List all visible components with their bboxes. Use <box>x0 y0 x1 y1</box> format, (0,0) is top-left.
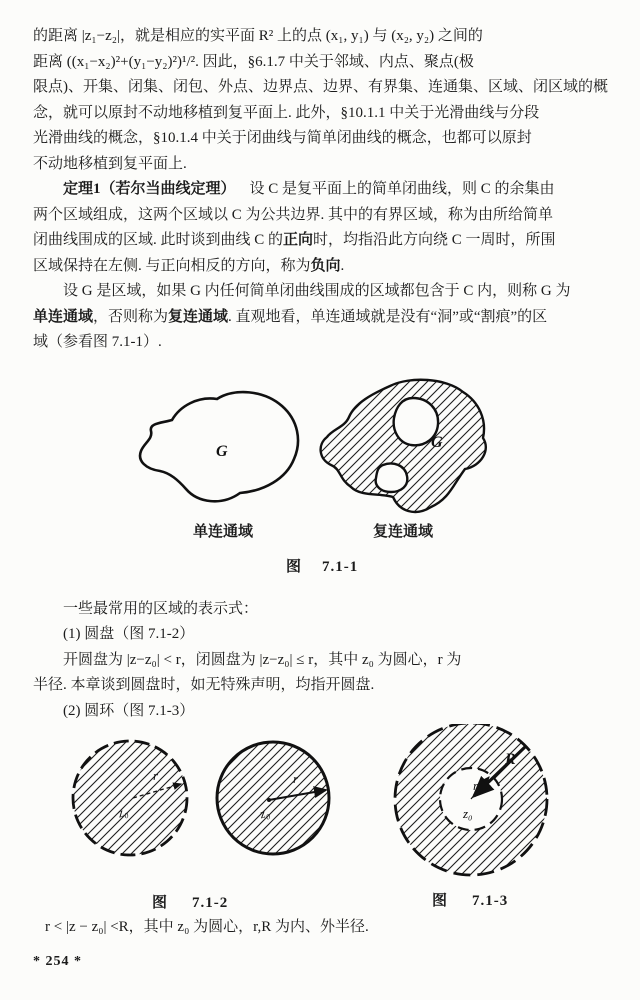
label-r-closed: r <box>293 771 299 786</box>
text-line: 开圆盘为 |z−z₀| < r，闭圆盘为 |z−z₀| ≤ r，其中 z₀ 为圆心，r 为 <box>63 651 462 668</box>
label-r-open: r <box>153 768 159 783</box>
term-multiply-connected: 复连通域 <box>168 308 229 325</box>
text-segment: 闭曲线围成的区域. 此时谈到曲线 C 的 <box>33 232 284 248</box>
figure-caption-word: 图 <box>286 558 303 575</box>
text-line <box>33 305 610 331</box>
figure-7-1-1 <box>33 368 610 583</box>
theorem-text: 设 C 是复平面上的简单闭曲线，则 C 的余集由 <box>249 181 555 197</box>
label-z0-closed: z₀ <box>258 804 272 822</box>
text-line: (2) 圆环（图 7.1-3） <box>63 702 195 719</box>
text-line: 两个区域组成，这两个区域以 C 为公共边界. 其中的有界区域，称为由所给简单 <box>33 206 554 223</box>
text-line: 域（参看图 7.1-1）. <box>33 334 162 350</box>
text-line: 的距离 |z₁−z₂|，就是相应的实平面 R² 上的点 (x₁, y₁) 与 (x₂, y₂) 之间的 <box>33 28 483 44</box>
text-line <box>33 254 610 280</box>
text-line: (1) 圆盘（图 7.1-2） <box>63 626 195 642</box>
text-line: 光滑曲线的概念，§10.1.4 中关于闭曲线与简单闭曲线的概念，也都可以原封 <box>33 130 532 146</box>
figure-caption-number: 7.1-2 <box>192 895 229 911</box>
label-z0-annulus: z₀ <box>463 806 473 821</box>
text-line: 设 G 是区域，如果 G 内任何简单闭曲线围成的区域都包含于 C 内，则称 G 为 <box>63 283 571 299</box>
label-z0-open: z₀ <box>115 803 130 821</box>
figure-caption-word: 图 <box>432 893 449 909</box>
label-R-outer: R <box>505 751 516 768</box>
text-line: 半径. 本章谈到圆盘时，如无特殊声明，均指开圆盘. <box>33 677 375 693</box>
annulus-formula-line: r < |z − z₀| <R，其中 z₀ 为圆心，r,R 为内、外半径. <box>45 919 369 935</box>
figure-7-1-2-and-7-1-3 <box>33 724 610 914</box>
text-segment: ，否则称为 <box>93 308 169 325</box>
term-positive-direction: 正向 <box>283 232 314 248</box>
caption-simply-connected: 单连通域 <box>192 523 254 540</box>
text-segment: 时，均指沿此方向绕 C 一周时，所围 <box>313 232 556 248</box>
term-simply-connected: 单连通域 <box>33 308 94 325</box>
label-g-left: G <box>216 442 228 460</box>
label-r-inner: r <box>473 778 479 793</box>
text-line <box>33 228 610 254</box>
open-disk-circle <box>73 741 187 855</box>
text-line: 距离 ((x₁−x₂)²+(y₁−y₂)²)¹/². 因此，§6.1.7 中关于邻域、内点、聚点(极 <box>33 53 474 70</box>
text-line: 念，就可以原封不动地移植到复平面上. 此外，§10.1.1 中关于光滑曲线与分段 <box>33 104 540 121</box>
theorem-title: 定理1（若尔当曲线定理） <box>63 181 236 197</box>
text-segment: 区域保持在左侧. 与正向相反的方向，称为 <box>33 257 311 274</box>
text-line: 一些最常用的区域的表示式： <box>63 600 259 617</box>
term-negative-direction: 负向 <box>310 257 341 274</box>
page-number: * 254 * <box>33 954 82 969</box>
text-segment: . <box>340 257 345 274</box>
figure-caption-number: 7.1-3 <box>472 893 509 909</box>
multiply-connected-blob <box>321 379 486 511</box>
figure-caption-number: 7.1-1 <box>322 558 359 575</box>
text-line: 不动地移植到复平面上. <box>33 155 187 172</box>
label-g-right: G <box>431 433 443 451</box>
text-segment: . 直观地看，单连通域就是没有“洞”或“割痕”的区 <box>228 308 548 325</box>
caption-multiply-connected: 复连通域 <box>372 523 434 540</box>
theorem-line <box>33 177 610 203</box>
text-line: 限点)、开集、闭集、闭包、外点、边界点、边界、有界集、连通集、区域、闭区域的概 <box>33 79 608 95</box>
closed-disk-circle <box>217 742 329 854</box>
figure-caption-word: 图 <box>152 895 169 911</box>
